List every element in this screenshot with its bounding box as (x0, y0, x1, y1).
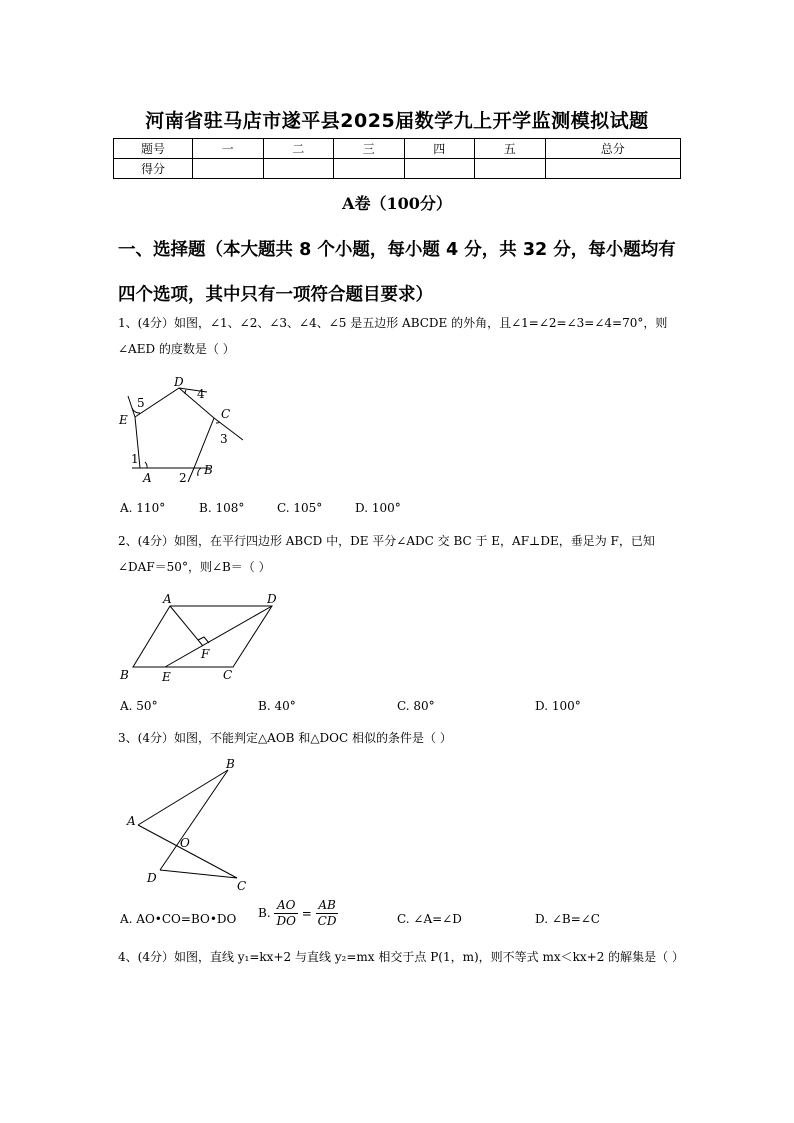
option-b[interactable]: B. 40° (258, 699, 296, 713)
fraction-numerator: AB (316, 898, 339, 914)
score-table (113, 138, 681, 179)
figure-label: 1 (131, 452, 139, 466)
figure-label: 4 (197, 387, 205, 401)
figure-label: B (204, 463, 213, 477)
fraction-denominator: DO (276, 914, 296, 928)
figure-label: D (267, 592, 277, 606)
figure-label: C (223, 668, 233, 682)
figure-label: A (163, 592, 172, 606)
option-a[interactable]: A. 50° (120, 699, 158, 713)
table-cell: 五 (475, 139, 546, 159)
figure-label: 2 (179, 471, 187, 485)
figure-label: B (226, 757, 235, 771)
fraction-denominator: CD (317, 914, 337, 928)
option-b[interactable]: B. 108° (199, 501, 245, 515)
parallelogram-figure (112, 590, 292, 685)
section-title: A卷（100分） (342, 194, 452, 213)
score-cell (404, 159, 475, 179)
figure-label: E (162, 670, 171, 684)
question-1-text: 1、(4分）如图，∠1、∠2、∠3、∠4、∠5 是五边形 ABCDE 的外角，且∠1=∠2=∠3=∠4=70°，则∠AED 的度数是（ ） (118, 316, 668, 356)
figure-label: 5 (137, 396, 145, 410)
figure-label: O (180, 836, 190, 850)
page-title: 河南省驻马店市遂平县2025届数学九上开学监测模拟试题 (145, 110, 649, 132)
table-cell: 题号 (114, 139, 193, 159)
figure-label: A (143, 471, 152, 485)
figure-label: E (119, 413, 128, 427)
option-c[interactable]: C. 80° (397, 699, 435, 713)
pentagon-figure (112, 372, 252, 487)
equals-sign: = (301, 906, 312, 921)
score-table-header-row (114, 139, 681, 159)
fraction-numerator: AO (274, 898, 297, 914)
figure-label: D (174, 375, 184, 389)
score-cell (193, 159, 264, 179)
option-c[interactable]: C. ∠A=∠D (397, 912, 462, 926)
score-cell (263, 159, 334, 179)
figure-label: B (120, 668, 129, 682)
score-cell (475, 159, 546, 179)
option-d[interactable]: D. ∠B=∠C (535, 912, 600, 926)
question-4-text: 4、(4分）如图，直线 y₁=kx+2 与直线 y₂=mx 相交于点 P(1，m)，则不等式 mx＜kx+2 的解集是（ ） (118, 950, 684, 964)
score-table-score-row (114, 159, 681, 179)
figure-label: 3 (220, 432, 228, 446)
table-cell: 得分 (114, 159, 193, 179)
option-b-label: B. (258, 906, 271, 920)
option-d[interactable]: D. 100° (355, 501, 401, 515)
fraction (316, 898, 339, 929)
figure-label: A (127, 814, 136, 828)
option-a[interactable]: A. 110° (120, 501, 166, 515)
section-heading: 一、选择题（本大题共 8 个小题，每小题 4 分，共 32 分，每小题均有四个选项，其中只有一项符合题目要求） (118, 240, 676, 305)
score-cell (334, 159, 405, 179)
fraction (274, 898, 297, 929)
option-d[interactable]: D. 100° (535, 699, 581, 713)
option-a[interactable]: A. AO•CO=BO•DO (120, 912, 237, 926)
triangles-figure (120, 755, 260, 895)
table-cell: 二 (263, 139, 334, 159)
table-cell: 四 (404, 139, 475, 159)
figure-label: C (237, 879, 247, 893)
figure-label: D (147, 871, 157, 885)
question-3-text: 3、(4分）如图，不能判定△AOB 和△DOC 相似的条件是（ ） (118, 731, 452, 745)
score-cell (545, 159, 681, 179)
figure-label: C (221, 407, 231, 421)
figure-label: F (201, 647, 210, 661)
question-2-text: 2、(4分）如图，在平行四边形 ABCD 中，DE 平分∠ADC 交 BC 于 E，AF⊥DE，垂足为 F，已知∠DAF＝50°，则∠B＝（ ） (118, 534, 655, 574)
option-b[interactable] (258, 898, 338, 929)
table-cell: 三 (334, 139, 405, 159)
option-c[interactable]: C. 105° (277, 501, 323, 515)
table-cell: 一 (193, 139, 264, 159)
table-cell: 总分 (545, 139, 681, 159)
